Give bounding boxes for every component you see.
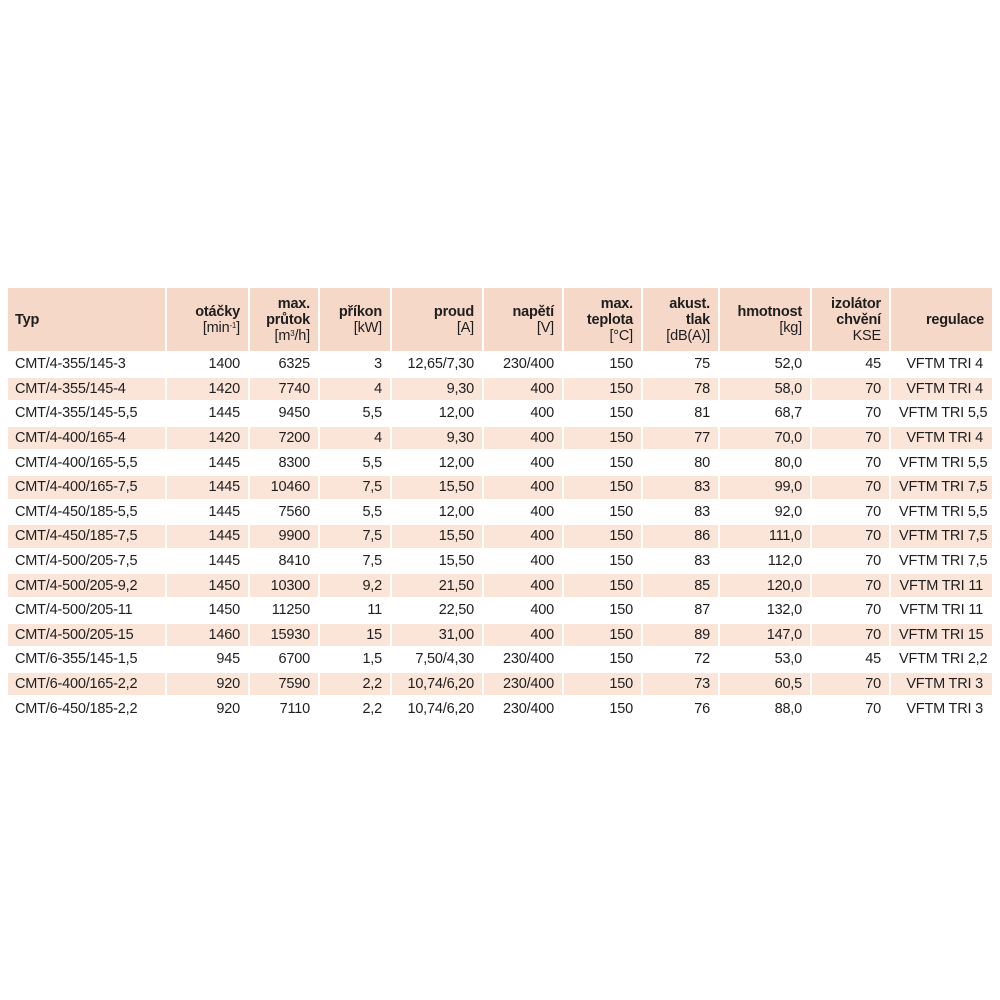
cell-power: 5,5 <box>319 500 391 525</box>
cell-speed: 1445 <box>166 401 249 426</box>
cell-temp: 150 <box>563 352 642 377</box>
cell-weight: 112,0 <box>719 549 811 574</box>
cell-flow: 10300 <box>249 573 319 598</box>
cell-regulation: VFTM TRI 7,5 <box>890 524 992 549</box>
cell-flow: 15930 <box>249 623 319 648</box>
cell-regulation: VFTM TRI 7,5 <box>890 549 992 574</box>
cell-regulation: VFTM TRI 5,5 <box>890 401 992 426</box>
cell-weight: 60,5 <box>719 672 811 697</box>
cell-type: CMT/4-400/165-5,5 <box>8 450 166 475</box>
cell-isolator: 70 <box>811 696 890 721</box>
cell-temp: 150 <box>563 598 642 623</box>
cell-power: 7,5 <box>319 524 391 549</box>
cell-voltage: 400 <box>483 549 563 574</box>
cell-weight: 88,0 <box>719 696 811 721</box>
cell-power: 1,5 <box>319 647 391 672</box>
cell-type: CMT/6-400/165-2,2 <box>8 672 166 697</box>
cell-speed: 1460 <box>166 623 249 648</box>
cell-noise: 83 <box>642 549 719 574</box>
cell-weight: 99,0 <box>719 475 811 500</box>
cell-power: 3 <box>319 352 391 377</box>
cell-current: 21,50 <box>391 573 483 598</box>
cell-temp: 150 <box>563 426 642 451</box>
cell-weight: 92,0 <box>719 500 811 525</box>
cell-noise: 73 <box>642 672 719 697</box>
cell-regulation: VFTM TRI 3 <box>890 696 992 721</box>
cell-current: 9,30 <box>391 426 483 451</box>
cell-voltage: 230/400 <box>483 672 563 697</box>
cell-noise: 85 <box>642 573 719 598</box>
cell-speed: 1450 <box>166 598 249 623</box>
cell-temp: 150 <box>563 623 642 648</box>
cell-isolator: 70 <box>811 450 890 475</box>
fan-spec-table <box>8 288 992 722</box>
cell-noise: 81 <box>642 401 719 426</box>
cell-weight: 147,0 <box>719 623 811 648</box>
cell-type: CMT/4-500/205-11 <box>8 598 166 623</box>
cell-type: CMT/6-450/185-2,2 <box>8 696 166 721</box>
table-row <box>8 475 992 500</box>
cell-speed: 1445 <box>166 549 249 574</box>
cell-flow: 7560 <box>249 500 319 525</box>
cell-flow: 7200 <box>249 426 319 451</box>
cell-voltage: 230/400 <box>483 696 563 721</box>
cell-noise: 83 <box>642 475 719 500</box>
cell-power: 4 <box>319 377 391 402</box>
cell-temp: 150 <box>563 450 642 475</box>
cell-isolator: 45 <box>811 647 890 672</box>
cell-regulation: VFTM TRI 2,2 <box>890 647 992 672</box>
cell-isolator: 70 <box>811 524 890 549</box>
cell-temp: 150 <box>563 696 642 721</box>
cell-current: 10,74/6,20 <box>391 672 483 697</box>
cell-current: 12,00 <box>391 401 483 426</box>
cell-voltage: 400 <box>483 426 563 451</box>
cell-flow: 9450 <box>249 401 319 426</box>
table-row <box>8 377 992 402</box>
cell-regulation: VFTM TRI 15 <box>890 623 992 648</box>
cell-regulation: VFTM TRI 5,5 <box>890 450 992 475</box>
cell-isolator: 70 <box>811 672 890 697</box>
cell-type: CMT/4-500/205-7,5 <box>8 549 166 574</box>
cell-type: CMT/4-450/185-7,5 <box>8 524 166 549</box>
table-row <box>8 573 992 598</box>
col-header-noise: akust. tlak [dB(A)] <box>642 288 719 352</box>
cell-type: CMT/4-355/145-4 <box>8 377 166 402</box>
cell-voltage: 400 <box>483 598 563 623</box>
cell-noise: 78 <box>642 377 719 402</box>
table-row <box>8 426 992 451</box>
cell-noise: 87 <box>642 598 719 623</box>
cell-temp: 150 <box>563 500 642 525</box>
col-header-isolator: izolátor chvění KSE <box>811 288 890 352</box>
cell-voltage: 230/400 <box>483 647 563 672</box>
cell-weight: 111,0 <box>719 524 811 549</box>
cell-isolator: 70 <box>811 549 890 574</box>
cell-regulation: VFTM TRI 5,5 <box>890 500 992 525</box>
cell-power: 15 <box>319 623 391 648</box>
col-header-type: Typ <box>8 288 166 352</box>
cell-flow: 10460 <box>249 475 319 500</box>
cell-isolator: 70 <box>811 401 890 426</box>
col-header-power: příkon [kW] <box>319 288 391 352</box>
cell-temp: 150 <box>563 475 642 500</box>
cell-flow: 9900 <box>249 524 319 549</box>
cell-speed: 1420 <box>166 377 249 402</box>
cell-type: CMT/4-500/205-9,2 <box>8 573 166 598</box>
table-row <box>8 524 992 549</box>
table-row <box>8 352 992 377</box>
cell-flow: 6325 <box>249 352 319 377</box>
cell-noise: 75 <box>642 352 719 377</box>
cell-speed: 1445 <box>166 524 249 549</box>
col-header-flow: max. průtok $[m^3/h]$ <box>249 288 319 352</box>
col-header-speed: otáčky $[\min^{-1}]$ <box>166 288 249 352</box>
cell-noise: 86 <box>642 524 719 549</box>
cell-flow: 8410 <box>249 549 319 574</box>
cell-power: 7,5 <box>319 549 391 574</box>
cell-isolator: 45 <box>811 352 890 377</box>
cell-flow: 6700 <box>249 647 319 672</box>
cell-type: CMT/4-450/185-5,5 <box>8 500 166 525</box>
cell-speed: 1450 <box>166 573 249 598</box>
cell-temp: 150 <box>563 401 642 426</box>
cell-noise: 76 <box>642 696 719 721</box>
cell-type: CMT/4-500/205-15 <box>8 623 166 648</box>
cell-speed: 1445 <box>166 475 249 500</box>
cell-current: 15,50 <box>391 475 483 500</box>
cell-isolator: 70 <box>811 475 890 500</box>
cell-isolator: 70 <box>811 426 890 451</box>
cell-temp: 150 <box>563 573 642 598</box>
cell-noise: 72 <box>642 647 719 672</box>
cell-regulation: VFTM TRI 4 <box>890 352 992 377</box>
unit-flow: $[m^3/h]$ <box>274 327 310 344</box>
cell-voltage: 400 <box>483 500 563 525</box>
cell-isolator: 70 <box>811 623 890 648</box>
cell-power: 7,5 <box>319 475 391 500</box>
cell-type: CMT/4-355/145-3 <box>8 352 166 377</box>
cell-regulation: VFTM TRI 4 <box>890 377 992 402</box>
cell-power: 2,2 <box>319 696 391 721</box>
cell-weight: 53,0 <box>719 647 811 672</box>
cell-isolator: 70 <box>811 598 890 623</box>
cell-voltage: 400 <box>483 450 563 475</box>
cell-power: 2,2 <box>319 672 391 697</box>
col-header-temp: max. teplota [°C] <box>563 288 642 352</box>
cell-noise: 83 <box>642 500 719 525</box>
cell-regulation: VFTM TRI 4 <box>890 426 992 451</box>
table-row <box>8 672 992 697</box>
cell-flow: 7110 <box>249 696 319 721</box>
cell-voltage: 400 <box>483 377 563 402</box>
cell-regulation: VFTM TRI 3 <box>890 672 992 697</box>
cell-temp: 150 <box>563 524 642 549</box>
cell-current: 22,50 <box>391 598 483 623</box>
cell-type: CMT/4-355/145-5,5 <box>8 401 166 426</box>
cell-speed: 945 <box>166 647 249 672</box>
cell-flow: 11250 <box>249 598 319 623</box>
cell-speed: 920 <box>166 696 249 721</box>
cell-speed: 1420 <box>166 426 249 451</box>
cell-speed: 920 <box>166 672 249 697</box>
cell-voltage: 230/400 <box>483 352 563 377</box>
cell-current: 15,50 <box>391 549 483 574</box>
cell-speed: 1445 <box>166 500 249 525</box>
cell-current: 12,00 <box>391 500 483 525</box>
cell-weight: 58,0 <box>719 377 811 402</box>
cell-temp: 150 <box>563 377 642 402</box>
cell-current: 12,65/7,30 <box>391 352 483 377</box>
cell-power: 5,5 <box>319 450 391 475</box>
cell-temp: 150 <box>563 647 642 672</box>
cell-voltage: 400 <box>483 475 563 500</box>
cell-current: 7,50/4,30 <box>391 647 483 672</box>
table-row <box>8 623 992 648</box>
cell-voltage: 400 <box>483 623 563 648</box>
cell-power: 5,5 <box>319 401 391 426</box>
table-body <box>8 352 992 721</box>
cell-weight: 70,0 <box>719 426 811 451</box>
table-row <box>8 647 992 672</box>
cell-weight: 68,7 <box>719 401 811 426</box>
col-header-regulation: regulace <box>890 288 992 352</box>
cell-regulation: VFTM TRI 11 <box>890 598 992 623</box>
cell-weight: 120,0 <box>719 573 811 598</box>
cell-type: CMT/4-400/165-4 <box>8 426 166 451</box>
cell-weight: 80,0 <box>719 450 811 475</box>
cell-current: 9,30 <box>391 377 483 402</box>
cell-type: CMT/4-400/165-7,5 <box>8 475 166 500</box>
cell-current: 31,00 <box>391 623 483 648</box>
cell-flow: 7590 <box>249 672 319 697</box>
cell-speed: 1445 <box>166 450 249 475</box>
cell-power: 4 <box>319 426 391 451</box>
cell-noise: 80 <box>642 450 719 475</box>
col-header-voltage: napětí [V] <box>483 288 563 352</box>
cell-speed: 1400 <box>166 352 249 377</box>
unit-speed: $[\min^{-1}]$ <box>202 319 240 336</box>
cell-noise: 77 <box>642 426 719 451</box>
cell-voltage: 400 <box>483 401 563 426</box>
table-row <box>8 549 992 574</box>
col-header-weight: hmotnost [kg] <box>719 288 811 352</box>
cell-voltage: 400 <box>483 573 563 598</box>
header-row <box>8 288 992 352</box>
cell-regulation: VFTM TRI 11 <box>890 573 992 598</box>
col-header-current: proud [A] <box>391 288 483 352</box>
table-row <box>8 450 992 475</box>
cell-flow: 7740 <box>249 377 319 402</box>
cell-weight: 132,0 <box>719 598 811 623</box>
cell-noise: 89 <box>642 623 719 648</box>
cell-temp: 150 <box>563 549 642 574</box>
cell-isolator: 70 <box>811 573 890 598</box>
cell-current: 12,00 <box>391 450 483 475</box>
cell-temp: 150 <box>563 672 642 697</box>
cell-type: CMT/6-355/145-1,5 <box>8 647 166 672</box>
table-row <box>8 401 992 426</box>
cell-voltage: 400 <box>483 524 563 549</box>
cell-weight: 52,0 <box>719 352 811 377</box>
cell-current: 15,50 <box>391 524 483 549</box>
cell-regulation: VFTM TRI 7,5 <box>890 475 992 500</box>
cell-current: 10,74/6,20 <box>391 696 483 721</box>
table-row <box>8 598 992 623</box>
table-row <box>8 696 992 721</box>
cell-flow: 8300 <box>249 450 319 475</box>
cell-isolator: 70 <box>811 377 890 402</box>
cell-isolator: 70 <box>811 500 890 525</box>
cell-power: 11 <box>319 598 391 623</box>
table-row <box>8 500 992 525</box>
cell-power: 9,2 <box>319 573 391 598</box>
